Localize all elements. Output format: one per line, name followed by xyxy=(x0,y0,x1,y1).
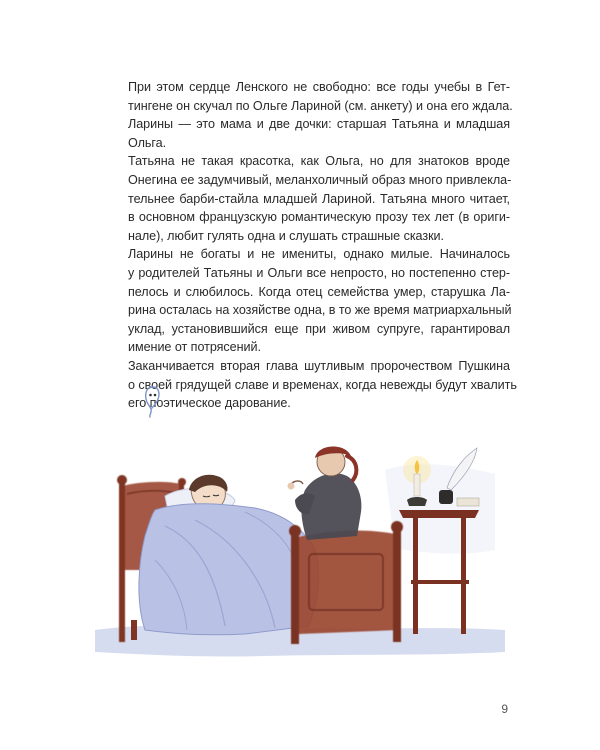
text-line: Ольга. xyxy=(128,135,167,150)
text-line: о своей грядущей славе и временах, когда невежды будут хвалить xyxy=(128,377,517,392)
text-line: у родителей Татьяны и Ольги все непросто, но постепенно стер- xyxy=(128,265,510,280)
text-line: Ларины — это мама и две дочки: старшая Татьяна и младшая xyxy=(128,117,510,132)
bed-footboard xyxy=(289,521,403,644)
text-line: Ларины не богаты и не имениты, однако милые. Начиналось xyxy=(128,247,510,262)
nanny-figure xyxy=(288,446,362,540)
text-line: тельнее барби-стайла младшей Лариной. Татьяна много читает, xyxy=(128,191,510,206)
text-line: тингене он скучал по Ольге Лариной (см. анкету) и она его ждала. xyxy=(128,98,513,113)
wall-wash xyxy=(385,464,495,553)
text-line: рина осталась на хозяйстве одна, в то же время матриархальный xyxy=(128,303,512,318)
text-line: уклад, установившийся еще при живом супруге, гарантировал xyxy=(128,321,510,336)
bed-leg xyxy=(131,620,137,640)
ghost-icon xyxy=(140,384,166,418)
text-line: в основном французскую романтическую прозу тех лет (в ориги- xyxy=(128,210,510,225)
text-line: Татьяна не такая красотка, как Ольга, но для знатоков вроде xyxy=(128,154,510,169)
paragraph-1 xyxy=(110,78,513,115)
page-number: 9 xyxy=(501,702,508,716)
text-line: нале), любит гулять одна и слушать страшные сказки. xyxy=(128,228,444,243)
text-line: Заканчивается вторая глава шутливым пророчеством Пушкина xyxy=(128,358,510,373)
text-line: пелось и слюбилось. Когда отец семейства умер, старушка Ла- xyxy=(128,284,510,299)
paragraph-2 xyxy=(110,115,510,152)
paragraph-5 xyxy=(110,357,517,413)
text-line: имение от потрясений. xyxy=(128,340,261,355)
body-text xyxy=(110,78,517,413)
text-line: При этом сердце Ленского не свободно: все годы учебы в Гет- xyxy=(128,80,510,94)
illustration-bedside-scene xyxy=(95,430,505,670)
text-line: его поэтическое дарование. xyxy=(128,396,291,411)
text-line: Онегина ее задумчивый, меланхоличный образ много привлекла- xyxy=(128,172,512,187)
paragraph-3 xyxy=(110,152,510,245)
paragraph-4 xyxy=(110,245,510,357)
